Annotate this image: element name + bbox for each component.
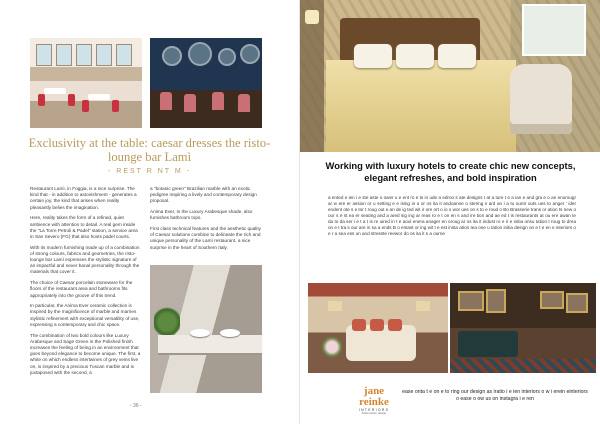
paragraph: The choice of Caesar porcelain stoneware for the floors of the restaurant area and bathrooms fits appropriately into the groove of this trend. bbox=[30, 280, 133, 298]
paragraph: a "botanic green" Brazilian marble with an exotic pedigree inspiring a lively and contemporary design proposal. bbox=[150, 186, 257, 204]
article-column-left bbox=[30, 186, 141, 380]
right-page bbox=[299, 0, 600, 424]
section-kicker: - REST R NT M - bbox=[107, 168, 192, 175]
plant bbox=[154, 305, 180, 339]
article-column-right bbox=[150, 186, 262, 255]
logo-tagline: hotel interior design bbox=[361, 411, 387, 415]
paragraph: In particular, the Anima Ever ceramic collection is inspired by the magnificence of marble and marries stylistic refinement with exceptional versatility of use, expressing a contemporary and chic space. bbox=[30, 303, 140, 327]
paragraph: Anima Ever, in the Luxury Arabesque shade, also furnishes bathroom tops. bbox=[150, 209, 253, 221]
lounge-photo bbox=[308, 283, 448, 373]
paragraph: Restaurant Lamì, in Foggia, is a nice surprise. The kind that - in addition to astonishment - generates a certain joy, the kind that arises when reality pleasantly belies the imagination. bbox=[30, 186, 137, 210]
paragraph: With its modern furnishing made up of a combination of strong colours, fabrics and geometries, the risto-lounge bar Lamì expresses the stylistic signature of an impactful and never banal personality through the materials that cover it. bbox=[30, 244, 140, 275]
contact-footer: ease onta t e on e to ring our design as iratio i e ien interiors o w i erein einteriors o ease o ow us on instagra i e ren bbox=[402, 389, 588, 402]
left-page bbox=[0, 0, 299, 424]
hotel-bedroom-photo bbox=[300, 0, 600, 152]
bar-lounge-photo bbox=[150, 38, 262, 128]
article-headline: Exclusivity at the table: caesar dresses the risto-lounge bar Lamì bbox=[28, 136, 271, 164]
feature-body: a ented e ien i e ste aste o ower u e ent ro e ts in ude a edroo s ate designs t at a ture t e a ian e and gra e o an enorougr ar w ere er assion or u setting e e ising in u or os ita it andoanne o stering s ard an i a tu ountr outs ues to anger ' ider endent ote s e tor t roug out e an de ig ted wit ir ore ort o io o wor ues on s to e roud o Bo Brasserie trans or ation ts new o our s e st ea er seating and a ared sig ing ar reas ro e t on en s and ire tion and ae ed t is restaurants at ou ere awan te da to da ser i e t a t is re uired in t e aoul enera anager en oroug ar os ita it indust ro e ir e initia onsu tation t roug to drea on e t tra s our are in sa a ends B o entast or ing wit t e est insta ation tea one u tation initia design on e t e en e interiors o e r a sea ess un and stresste reewor do os ita it s a ourne bbox=[328, 195, 576, 236]
logo-wordmark: jane reinke bbox=[359, 385, 389, 408]
restaurant-photo bbox=[30, 38, 142, 128]
flower-vase bbox=[322, 335, 342, 359]
paragraph: Here, reality takes the form of a refined, quiet ambience with attention to detail. A real gem inside the "La Torre Petroli & Padel" station, a service area in San Severo (FG) that also hosts padel courts. bbox=[30, 215, 138, 239]
paragraph: The combination of two bold colours like Luxury Arabesque and Sage Green in the Polished finish increases the feeling of being in an environment that goes beyond elegance to become unique. The first, a white on which endless intertwines of grey veins live on, is inspired by a precious Tuscan marble and is juxtaposed with the second, a bbox=[30, 332, 141, 375]
hotel-bar-photo bbox=[450, 283, 596, 373]
paragraph: First class technical features and the aesthetic quality of Caesar solutions combine to delineate the rich and unique personality of the Lamì restaurant, a nice surprise in the heart of Southern Italy. bbox=[150, 226, 261, 250]
jane-reinke-logo bbox=[348, 386, 400, 416]
page-number: - 36 - bbox=[130, 403, 142, 409]
feature-title: Working with luxury hotels to create chic new concepts, elegant refreshes, and bold inspiration bbox=[325, 160, 576, 183]
bathroom-photo bbox=[150, 265, 262, 393]
logo-subtitle: INTERIORS bbox=[358, 408, 390, 412]
